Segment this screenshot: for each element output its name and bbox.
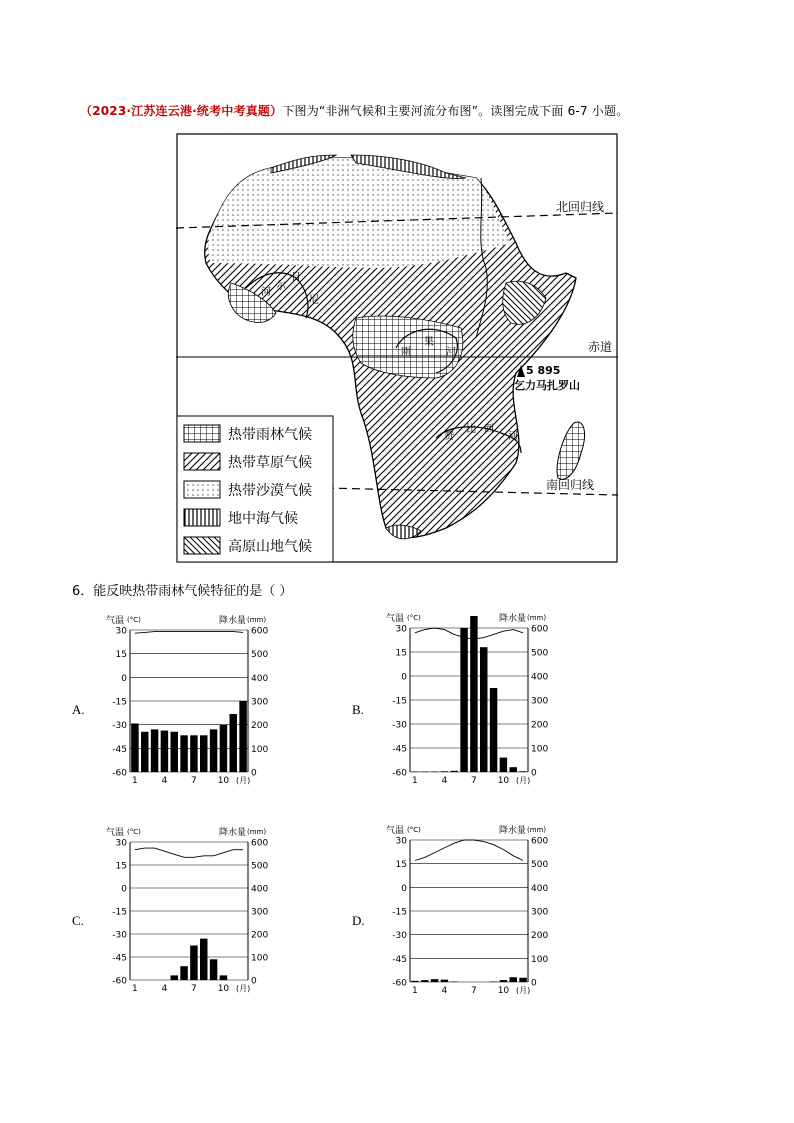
precip-bar [519,771,526,772]
climate-chart-b [380,610,560,790]
precip-bar [519,978,526,982]
precip-tick-label: 200 [251,721,269,732]
month-tick-label: 10 [217,776,230,786]
temp-tick-label: 30 [395,624,407,635]
precip-tick-label: 0 [251,768,257,779]
precip-tick-label: 500 [531,860,549,871]
temp-tick-label: 30 [115,838,127,849]
precip-bar [230,714,237,772]
question-text: 能反映热带雨林气候特征的是（ ） [93,584,293,599]
niger-char-3: 尔 [276,281,286,292]
zambezi-char-2: 比 [466,424,476,435]
climate-chart-d [380,822,560,1000]
month-tick-label: 4 [441,986,448,996]
precip-bar [239,701,246,772]
temp-tick-label: 0 [121,884,127,895]
month-tick-label: 7 [471,986,477,996]
temp-tick-label: -45 [392,744,407,755]
precip-axis-label: 降水量 [499,826,527,836]
precip-tick-label: 600 [531,836,549,847]
niger-char-2: 日 [291,272,301,283]
option-a-label[interactable]: A. [72,702,85,717]
temp-tick-label: 15 [395,648,407,659]
temperature-curve [415,840,523,861]
map-legend [177,416,333,562]
legend-label-desert: 热带沙漠气候 [228,483,312,499]
legend-label-highland: 高原山地气候 [228,539,312,555]
temp-axis-label: 气温 [106,828,125,838]
precip-bar [431,979,438,982]
precip-tick-label: 0 [531,978,537,989]
precip-axis-unit: (mm) [247,828,267,836]
option-d-label[interactable]: D. [352,913,365,928]
month-tick-label: 1 [132,984,138,994]
precip-tick-label: 600 [251,838,269,849]
question-intro [80,102,760,119]
temperature-curve [135,848,243,857]
precip-tick-label: 400 [251,673,269,684]
temp-tick-label: -30 [392,720,407,731]
temperature-curve [415,628,523,639]
precip-tick-label: 400 [531,883,549,894]
precip-bar [151,729,158,772]
precip-tick-label: 100 [251,953,269,964]
legend-label-rainforest: 热带雨林气候 [228,427,312,443]
peak-name: 乞力马扎罗山 [514,379,580,392]
precip-axis-label: 降水量 [219,828,247,838]
temp-tick-label: -15 [112,907,127,918]
precip-bar [510,767,517,772]
precip-bar [451,771,458,772]
climate-chart-a [100,612,280,790]
question-number: 6． [72,584,94,599]
precip-bar [220,975,227,980]
precip-bar [200,735,207,772]
tropic-north-label: 北回归线 [556,200,605,214]
niger-char-4: 河 [261,287,271,298]
precip-bar [171,975,178,980]
precip-tick-label: 500 [531,648,549,659]
temp-axis-label: 气温 [386,826,405,836]
temp-tick-label: -60 [392,768,407,779]
option-c-label[interactable]: C. [72,913,84,928]
precip-tick-label: 300 [531,907,549,918]
legend-label-savanna: 热带草原气候 [228,455,312,471]
precip-tick-label: 200 [251,930,269,941]
temp-tick-label: 0 [401,883,407,894]
temp-axis-unit: (°C) [407,826,421,834]
precip-bar [190,946,197,981]
precip-axis-unit: (mm) [527,826,547,834]
precip-bar [210,959,217,980]
temp-axis-label: 气温 [386,614,405,624]
precip-bar [460,628,467,772]
temp-tick-label: -30 [392,931,407,942]
precip-bar [180,966,187,980]
temp-axis-label: 气温 [106,616,125,626]
precip-axis-unit: (mm) [247,616,267,624]
month-tick-label: 10 [497,986,510,996]
legend-swatch-savanna [184,453,220,470]
precip-bar [220,725,227,772]
precip-tick-label: 100 [531,744,549,755]
temp-tick-label: -60 [112,976,127,987]
precip-bar [131,723,138,772]
zambezi-char-4: 河 [508,431,518,442]
precip-tick-label: 300 [251,907,269,918]
precip-bar [180,735,187,772]
precip-tick-label: 300 [531,696,549,707]
niger-char-1: 尼 [309,295,319,306]
temp-axis-unit: (°C) [407,614,421,622]
legend-swatch-desert [184,481,220,498]
legend-swatch-rainforest [184,425,220,442]
peak-elevation: 5 895 [526,364,561,377]
legend-label-mediterranean: 地中海气候 [228,511,298,527]
precip-bar [161,731,168,772]
month-tick-label: 4 [161,776,168,786]
precip-tick-label: 0 [251,976,257,987]
option-b-label[interactable]: B. [352,702,364,717]
precip-tick-label: 100 [251,744,269,755]
precip-tick-label: 0 [531,768,537,779]
month-unit-label: (月) [236,984,251,993]
temp-axis-unit: (°C) [127,616,141,624]
precip-tick-label: 300 [251,697,269,708]
precip-tick-label: 600 [531,624,549,635]
temp-tick-label: -15 [112,697,127,708]
precip-tick-label: 500 [251,861,269,872]
temp-tick-label: -45 [112,953,127,964]
congo-char-3: 河 [446,347,456,358]
congo-char-2: 果 [424,337,434,348]
month-tick-label: 7 [471,776,477,786]
temp-tick-label: -30 [112,721,127,732]
precip-bar [500,980,507,982]
month-tick-label: 7 [191,984,197,994]
precip-bar [210,729,217,772]
question-6 [72,580,292,599]
precip-tick-label: 500 [251,650,269,661]
temp-tick-label: -15 [392,696,407,707]
temp-tick-label: -60 [112,768,127,779]
climate-chart-c [100,824,280,998]
precip-axis-label: 降水量 [499,614,527,624]
precip-tick-label: 200 [531,720,549,731]
precip-axis-unit: (mm) [527,614,547,622]
month-tick-label: 10 [497,776,510,786]
legend-swatch-mediterranean [184,509,220,526]
temp-tick-label: 0 [121,673,127,684]
legend-swatch-highland [184,537,220,554]
temp-axis-unit: (°C) [127,828,141,836]
intro-text: 下图为“非洲气候和主要河流分布图”。读图完成下面 6-7 小题。 [282,104,629,118]
precip-bar [421,980,428,982]
month-tick-label: 4 [441,776,448,786]
temp-tick-label: 15 [115,650,127,661]
precip-tick-label: 400 [531,672,549,683]
zambezi-char-3: 西 [484,424,494,435]
temp-tick-label: 30 [395,836,407,847]
africa-climate-map [176,133,618,563]
precip-bar [480,647,487,772]
zambezi-char-1: 赞 [444,431,454,442]
month-tick-label: 10 [217,984,230,994]
month-tick-label: 1 [132,776,138,786]
precip-bar [510,977,517,982]
temp-tick-label: -60 [392,978,407,989]
temp-tick-label: 0 [401,672,407,683]
precip-axis-label: 降水量 [219,616,247,626]
precip-bar [171,732,178,772]
precip-bar [141,732,148,772]
precip-tick-label: 100 [531,954,549,965]
source-tag: （2023·江苏连云港·统考中考真题） [80,104,283,118]
precip-bar [190,735,197,772]
precip-bar [441,771,448,772]
precip-bar [490,688,497,772]
temperature-curve [135,632,243,634]
temp-tick-label: 30 [115,626,127,637]
month-tick-label: 4 [161,984,168,994]
equator-label: 赤道 [588,340,613,354]
precip-bar [200,939,207,980]
month-unit-label: (月) [516,986,531,995]
month-unit-label: (月) [516,776,531,785]
month-tick-label: 1 [412,776,418,786]
precip-bar [500,758,507,772]
month-tick-label: 7 [191,776,197,786]
temp-tick-label: -15 [392,907,407,918]
precip-tick-label: 200 [531,931,549,942]
tropic-south-label: 南回归线 [546,478,595,492]
precip-bar [411,981,418,982]
temp-tick-label: 15 [115,861,127,872]
temp-tick-label: -45 [392,954,407,965]
precip-bar [441,980,448,982]
precip-tick-label: 600 [251,626,269,637]
temp-tick-label: -45 [112,744,127,755]
temp-tick-label: 15 [395,860,407,871]
month-unit-label: (月) [236,776,251,785]
temp-tick-label: -30 [112,930,127,941]
congo-char-1: 刚 [401,347,411,358]
precip-tick-label: 400 [251,884,269,895]
month-tick-label: 1 [412,986,418,996]
